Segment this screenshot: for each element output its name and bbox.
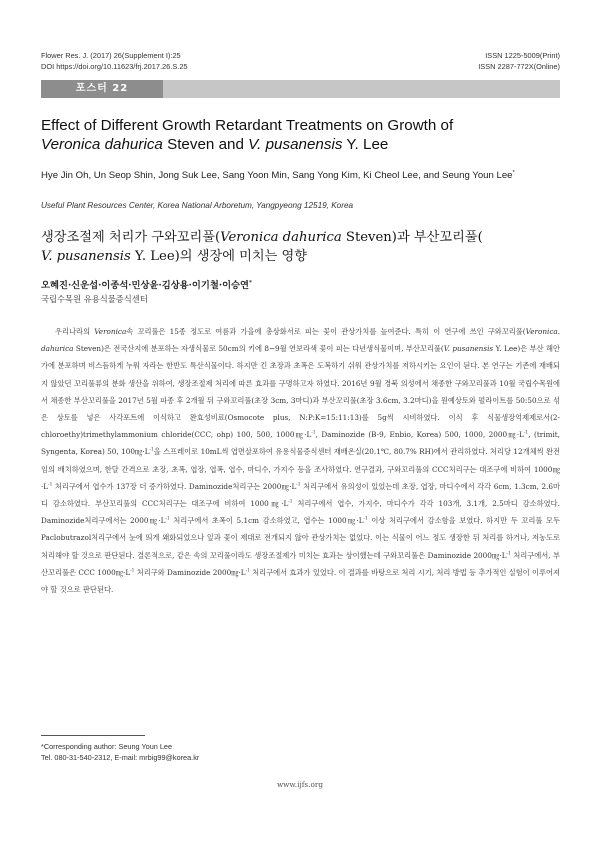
abstract-text: 이상 처리구에서 감소함을 보였다. 하지만 두 꼬리풀 모두 Paclobutrazol처리구에서 눈에 띄게 왜화되었으나 잎과 꽃이 제대로 전개되지 않아 관상가치는 없었다. 이는 식물이 어느 정도 생장한 뒤 처리를 하거나, 저농도로 처리해야 할 것으로 판단된다. 결론적으로, 같은 속의 꼬리풀이라도 생장조절제가 미치는 효과는 상이했는데 구와꼬리풀은 Daminozide 2000㎎·L xyxy=(41,516,560,560)
abstract-species: Veronica. dahurica xyxy=(41,327,561,354)
title-en-species1: Veronica dahurica xyxy=(41,135,163,153)
journal-citation: Flower Res. J. (2017) 26(Supplement I):25 xyxy=(41,51,181,60)
issn-print: ISSN 1225-5009(Print) xyxy=(485,51,560,60)
unit-exponent: -1 xyxy=(506,551,511,557)
page-header xyxy=(41,51,560,72)
title-kr-species1: Veronica dahurica xyxy=(220,230,342,245)
abstract-text: , (trimit, Syngenta, Korea) 50, 100㎎·L xyxy=(41,430,560,457)
title-en-part2: Steven and xyxy=(162,135,249,153)
abstract-text: 처리구에서 유의성이 있었는데 초장, 엽장, 마디수에서 각각 6cm, 1.3cm, 2.6마디 감소하였다. 부산꼬리풀의 CCC처리구는 대조구에 비하여 1000㎎·L xyxy=(41,481,560,509)
abstract-text: 을 스프레이로 10mL씩 엽면살포하여 유용식물증식센터 재배온실(20.1℃, 80.7% RH)에서 관리하였다. 처리당 12개체씩 완전임의 배치하였으며, 한달 간격으로 초장, 초폭, 엽장, 엽폭, 엽수, 마디수, 가지수 등을 조사하였다. 연구결과, 구와꼬리풀의 CCC처리구는 대조구에 비하여 1000㎎·L xyxy=(41,447,560,491)
title-kr-species2: V. pusanensis xyxy=(41,248,131,264)
authors-en-names: Hye Jin Oh, Un Seop Shin, Jong Suk Lee, Sang Yoon Min, Sang Yong Kim, Ki Cheol Lee, and Seung Youn Lee xyxy=(41,170,513,181)
corresponding-mark: * xyxy=(512,169,515,176)
abstract-text: 처리구에서 초폭이 5.1cm 감소하였고, 엽수는 1000㎎·L xyxy=(169,516,364,526)
title-en-part1: Effect of Different Growth Retardant Treatments on Growth of xyxy=(41,117,454,134)
unit-exponent: -1 xyxy=(363,516,368,522)
unit-exponent: -1 xyxy=(48,482,53,488)
unit-exponent: -1 xyxy=(523,430,529,436)
unit-exponent: -1 xyxy=(130,568,135,574)
abstract-text: 처리구에서, 부산꼬리풀은 CCC 1000㎎·L xyxy=(41,550,560,577)
footnote xyxy=(41,741,199,763)
abstract-body xyxy=(41,323,560,598)
abstract-text: 처리구에서 엽수가 137장 더 증가하였다. Daminozide처리구는 2000㎎·L xyxy=(52,481,297,491)
abstract-text: 처리구에서 엽수, 가지수, 마디수가 각각 103개, 3.1개, 2.5마디 감소하였다. Daminozide처리구에서는 2000㎎·L xyxy=(41,499,560,526)
abstract-genus: Veronica xyxy=(94,327,127,336)
authors-kr xyxy=(41,277,252,291)
abstract-text: 처리구와 Daminozide 2000㎎·L xyxy=(134,567,246,577)
title-kr-part2: Steven)과 부산꼬리풀( xyxy=(341,230,483,245)
title-kr-part3: Y. Lee)의 생장에 미치는 영향 xyxy=(130,248,308,264)
abstract-text: , Daminozide (B-9, Enbio, Korea) 500, 1000, 2000㎎·L xyxy=(315,430,524,440)
poster-tag: 포스터 22 xyxy=(41,80,163,98)
authors-kr-names: 오혜진·신운섭·이종석·민상윤·김상용·이기철·이승연 xyxy=(41,280,250,291)
unit-exponent: -1 xyxy=(245,568,250,574)
title-en-part3: Y. Lee xyxy=(342,135,389,153)
unit-exponent: -1 xyxy=(311,430,316,436)
contact-info: Tel. 080-31-540-2312, E-mail: mrbig99@korea.kr xyxy=(41,753,200,762)
title-kr-part1: 생장조절제 처리가 구와꼬리풀( xyxy=(41,230,221,245)
affiliation-kr: 국립수목원 유용식물증식센터 xyxy=(41,294,148,304)
abstract-text: Steven)은 전국산지에 분포하는 자생식물로 50cm의 키에 8~9월 연보라색 꽃이 피는 다년생식물이며, 부산꼬리풀( xyxy=(73,344,444,354)
unit-exponent: -1 xyxy=(149,448,154,454)
abstract-text: 속 꼬리풀은 15종 정도로 여름과 가을에 총상화서로 피는 꽃이 관상가치를 높여준다. 특히 이 연구에 쓰인 구와꼬리풀( xyxy=(126,327,526,336)
issn-online: ISSN 2287-772X(Online) xyxy=(478,61,560,71)
corresponding-author: *Corresponding author: Seung Youn Lee xyxy=(41,742,173,751)
unit-exponent: -1 xyxy=(296,482,301,488)
abstract-text: 처리구에서 효과가 있었다. 이 결과를 바탕으로 처리 시기, 처리 방법 등 추가적인 실험이 이루어져야 할 것으로 판단된다. xyxy=(41,567,560,595)
unit-exponent: -1 xyxy=(165,516,170,522)
abstract-text: 우리나라의 xyxy=(55,327,95,336)
abstract-species: V. pusanensis xyxy=(443,344,494,354)
abstract-text: Y. Lee)은 부산 해안가에 분포하며 비스듬하게 누워 자라는 한반도 특산식물이다. 하지만 긴 초장과 초폭은 도복하기 쉬워 관상가치를 저하시키는 요인이 된다. 본 연구는 기존에 재배되지 않았던 꼬리풀류의 분화 생산을 위하여, 생장조절제 처리에 따른 효과를 구명하고자 하였다. 2016년 9월 경북 의성에서 채종한 구와꼬리풀과 10월 국립수목원에서 채종한 부산꼬리풀을 2017년 5월 파종 후 2개월 뒤 구와꼬리풀(초장 3cm, 3마디)과 부산꼬리풀(초장 3.6cm, 3.2마디)을 원예상토와 펄라이트를 50:50으로 섞은 상토를 넣은 사각포트에 이식하고 완효성비료(Osmocote plus, N:P:K=15:11:13)를 5g씩 시비하였다. 이식 후 식물생장억제제로서(2-chloroethy)trimethylammonium chloride(CCC, ohp) 100, 500, 1000㎎·L xyxy=(41,344,560,440)
unit-exponent: -1 xyxy=(288,499,293,505)
corresponding-mark-kr: * xyxy=(249,279,252,286)
title-en-species2: V. pusanensis xyxy=(248,135,343,153)
authors-en xyxy=(41,169,561,183)
affiliation-en: Useful Plant Resources Center, Korea National Arboretum, Yangpyeong 12519, Korea xyxy=(41,201,354,210)
paper-title-en xyxy=(41,117,566,154)
doi-link[interactable]: DOI https://doi.org/10.11623/frj.2017.26.S.25 xyxy=(41,61,188,71)
paper-title-kr xyxy=(41,229,566,266)
footnote-divider xyxy=(41,735,145,736)
journal-url[interactable]: www.ijfs.org xyxy=(276,780,324,789)
